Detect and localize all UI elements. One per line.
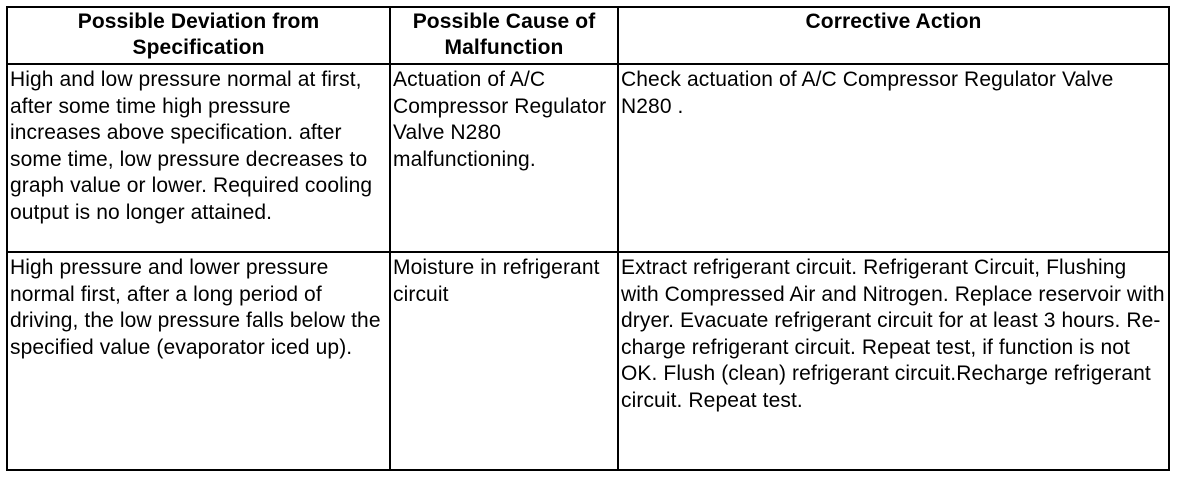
table-header-row	[7, 7, 1169, 64]
table-row	[7, 64, 1169, 252]
diagnosis-table	[6, 6, 1170, 471]
header-corrective-action: Corrective Action	[618, 7, 1169, 64]
table-row	[7, 252, 1169, 470]
header-deviation: Possible Deviation from Specification	[7, 7, 390, 64]
cell-cause: Moisture in refrigerant circuit	[390, 252, 618, 470]
cell-corrective-action: Extract refrigerant circuit. Refrigerant Circuit, Flushing with Compressed Air and Nitrogen. Replace reservoir with dryer. Evacuate refrigerant circuit for at least 3 hours. Re-charge refrigerant circuit. Repeat test, if function is not OK. Flush (clean) refrigerant circuit.Recharge refrigerant circuit. Repeat test.	[618, 252, 1169, 470]
header-cause: Possible Cause of Malfunction	[390, 7, 618, 64]
cell-corrective-action: Check actuation of A/C Compressor Regulator Valve N280 .	[618, 64, 1169, 252]
cell-cause: Actuation of A/C Compressor Regulator Valve N280 malfunctioning.	[390, 64, 618, 252]
cell-deviation: High pressure and lower pressure normal first, after a long period of driving, the low pressure falls below the specified value (evaporator iced up).	[7, 252, 390, 470]
cell-deviation: High and low pressure normal at first, after some time high pressure increases above specification. after some time, low pressure decreases to graph value or lower. Required cooling output is no longer attained.	[7, 64, 390, 252]
